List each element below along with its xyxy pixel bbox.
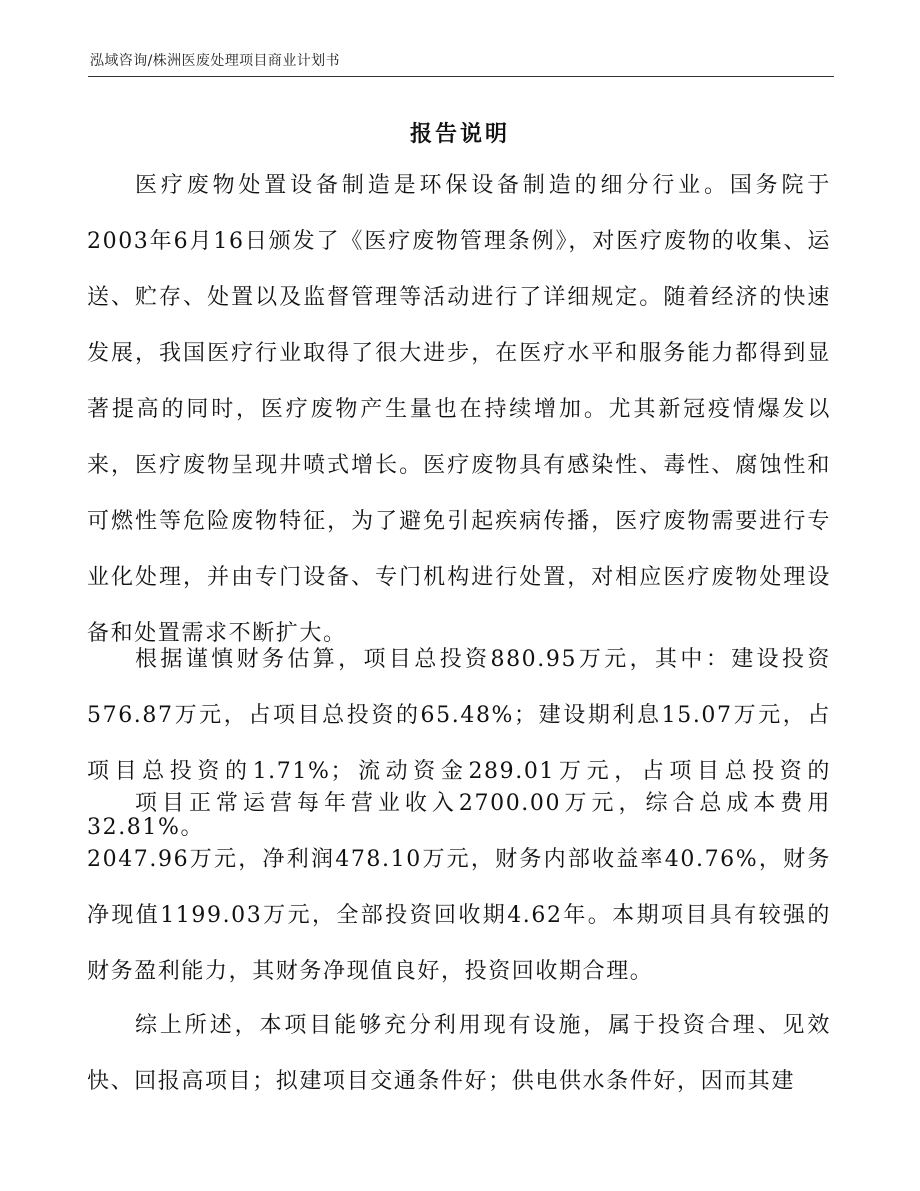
running-header: 泓域咨询/株洲医废处理项目商业计划书: [90, 53, 340, 69]
section-title: 报告说明: [409, 122, 510, 147]
paragraph-financial-performance: 项目正常运营每年营业收入2700.00万元，综合总成本费用2047.96万元，净利润478.10万元，财务内部收益率40.76%，财务净现值1199.03万元，全部投资回收期4.62年。本期项目具有较强的财务盈利能力，其财务净现值良好，投资回收期合理。: [87, 791, 831, 984]
paragraph-industry-background: 医疗废物处置设备制造是环保设备制造的细分行业。国务院于2003年6月16日颁发了《医疗废物管理条例》，对医疗废物的收集、运送、贮存、处置以及监督管理等活动进行了详细规定。随着经济的快速发展，我国医疗行业取得了很大进步，在医疗水平和服务能力都得到显著提高的同时，医疗废物产生量也在持续增加。尤其新冠疫情爆发以来，医疗废物呈现井喷式增长。医疗废物具有感染性、毒性、腐蚀性和可燃性等危险废物特征，为了避免引起疾病传播，医疗废物需要进行专业化处理，并由专门设备、专门机构进行处置，对相应医疗废物处理设备和处置需求不断扩大。: [87, 173, 831, 646]
header-divider: [88, 76, 834, 77]
paragraph-conclusion: 综上所述，本项目能够充分利用现有设施，属于投资合理、见效快、回报高项目；拟建项目交通条件好；供电供水条件好，因而其建: [87, 1013, 831, 1094]
paragraph-investment-estimate: 根据谨慎财务估算，项目总投资880.95万元，其中：建设投资576.87万元，占项目总投资的65.48%；建设期利息15.07万元，占项目总投资的1.71%；流动资金289.01万元，占项目总投资的32.81%。: [87, 647, 831, 840]
